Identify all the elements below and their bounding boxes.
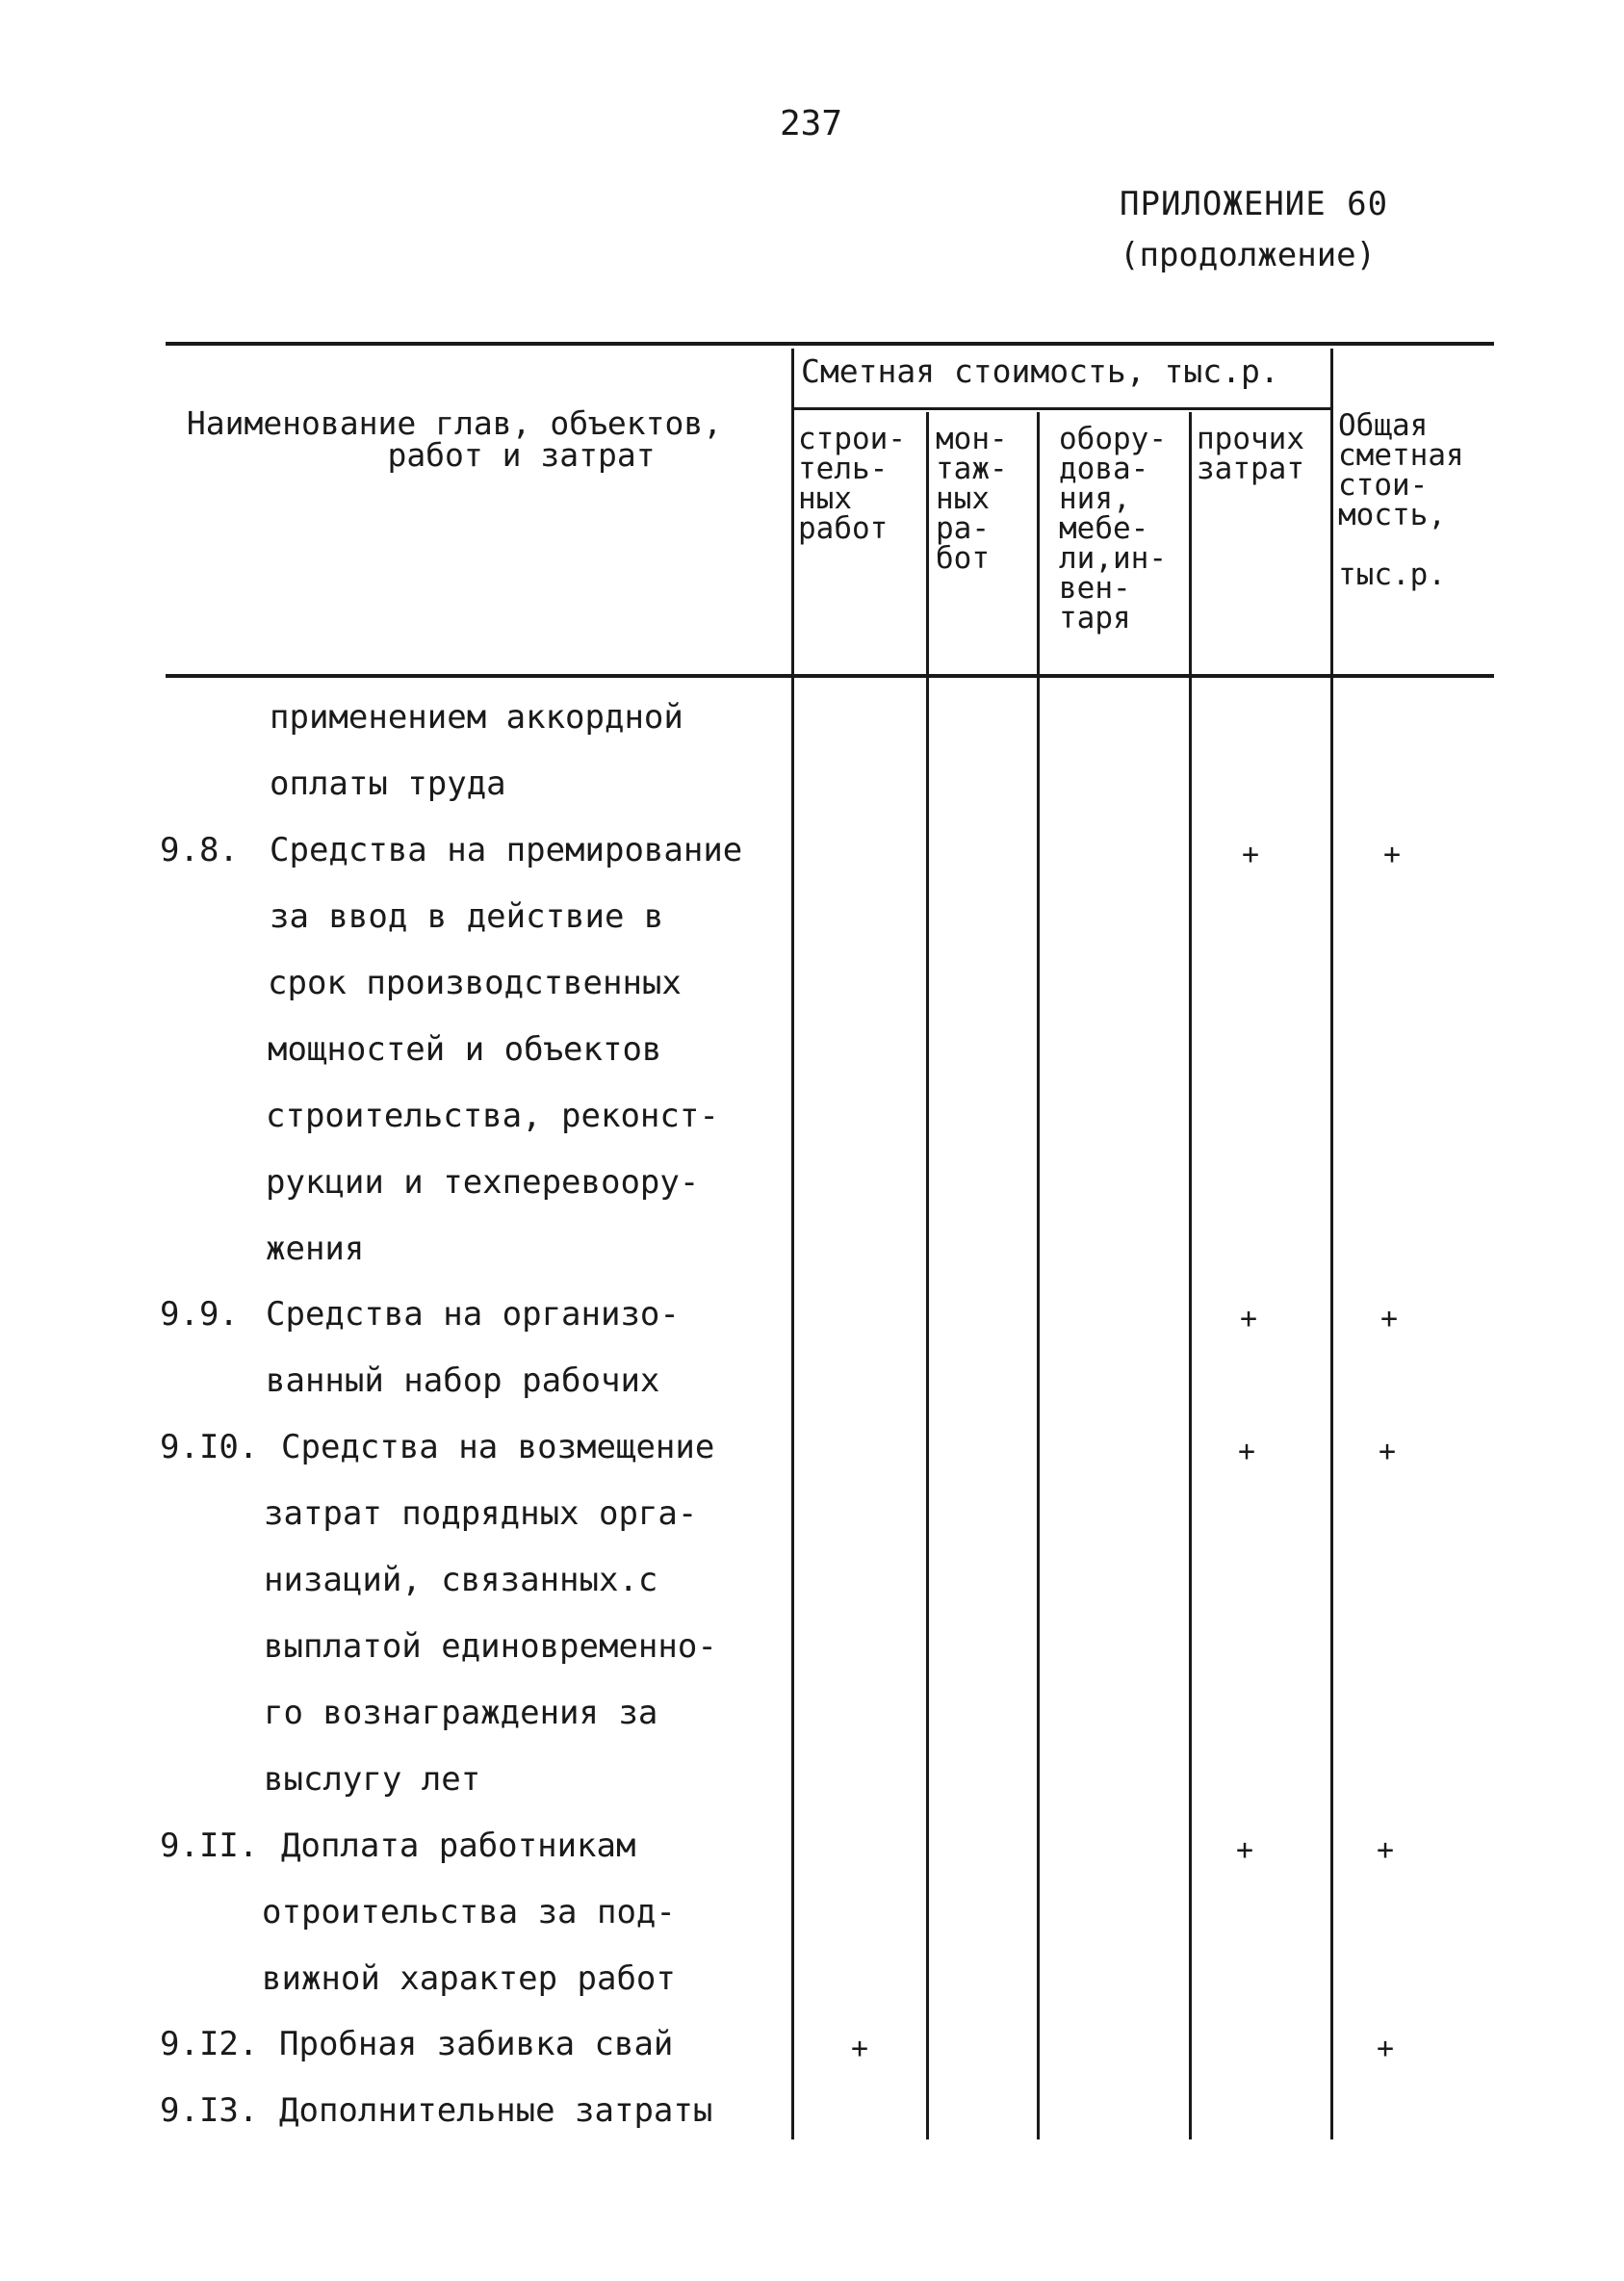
list-item: отроительства за под-: [262, 1893, 676, 1931]
col-divider-3: [1037, 412, 1040, 2139]
mark-total-9-10: +: [1379, 1435, 1397, 1468]
list-item: выслугу лет: [264, 1760, 481, 1799]
item-number: 9.I2.: [160, 2025, 259, 2063]
item-number: 9.I0.: [160, 1428, 259, 1466]
header-equipment: обору- дова- ния, мебе- ли,ин- вен- таря: [1059, 422, 1167, 635]
table-header-bottom-rule: [166, 674, 1494, 678]
item-number: 9.II.: [160, 1827, 259, 1865]
header-estimated-cost: Сметная стоимость, тыс.р.: [801, 352, 1279, 390]
mark-total-9-8: +: [1383, 838, 1402, 871]
list-item: Средства на премирование: [270, 831, 743, 869]
list-item: Пробная забивка свай: [279, 2025, 674, 2063]
list-item: Доплата работникам: [281, 1827, 636, 1865]
list-item: затрат подрядных орга-: [264, 1494, 698, 1533]
mark-construction-9-12: +: [851, 2032, 869, 2065]
appendix-subtitle: (продолжение): [1120, 236, 1377, 274]
mark-other-9-11: +: [1236, 1833, 1254, 1867]
list-item: Средства на возмещение: [281, 1428, 715, 1466]
header-construction: строи- тель- ных работ: [798, 422, 906, 546]
header-total: Общая сметная стои- мость, тыс.р.: [1338, 408, 1464, 592]
mark-total-9-11: +: [1377, 1833, 1395, 1867]
list-item: жения: [266, 1230, 365, 1268]
list-item: применением аккордной: [270, 698, 683, 737]
list-item: го вознаграждения за: [264, 1694, 658, 1732]
list-item: за ввод в действие в: [270, 897, 664, 936]
col-divider-5: [1330, 349, 1333, 2139]
col-divider-1: [791, 349, 794, 2139]
table-top-rule: [166, 342, 1494, 346]
list-item: низаций, связанных.с: [264, 1561, 658, 1599]
mark-other-9-9: +: [1240, 1302, 1258, 1335]
list-item: Средства на организо-: [266, 1295, 680, 1334]
mark-other-9-10: +: [1238, 1435, 1256, 1468]
page-number: 237: [780, 104, 843, 143]
list-item: Дополнительные затраты: [279, 2091, 713, 2130]
list-item: рукции и техперевоору-: [266, 1163, 700, 1202]
list-item: вижной характер работ: [262, 1959, 676, 1998]
list-item: срок производственных: [268, 964, 682, 1002]
mark-other-9-8: +: [1242, 838, 1260, 871]
mark-total-9-12: +: [1377, 2032, 1395, 2065]
list-item: выплатой единовременно-: [264, 1627, 717, 1666]
item-number: 9.9.: [160, 1295, 239, 1334]
header-installation: мон- таж- ных ра- бот: [936, 422, 1008, 576]
item-number: 9.8.: [160, 831, 239, 869]
list-item: ванный набор рабочих: [266, 1361, 660, 1400]
group-header-rule: [791, 407, 1330, 410]
mark-total-9-9: +: [1380, 1302, 1399, 1335]
list-item: мощностей и объектов: [268, 1030, 662, 1069]
header-name-col: Наименование глав, объектов, работ и затрат: [186, 404, 723, 474]
item-number: 9.I3.: [160, 2091, 259, 2130]
header-other: прочих затрат: [1197, 422, 1304, 486]
col-divider-2: [926, 412, 929, 2139]
list-item: оплаты труда: [270, 765, 506, 803]
col-divider-4: [1189, 412, 1192, 2139]
list-item: строительства, реконст-: [266, 1097, 719, 1135]
appendix-title: ПРИЛОЖЕНИЕ 60: [1120, 185, 1389, 223]
